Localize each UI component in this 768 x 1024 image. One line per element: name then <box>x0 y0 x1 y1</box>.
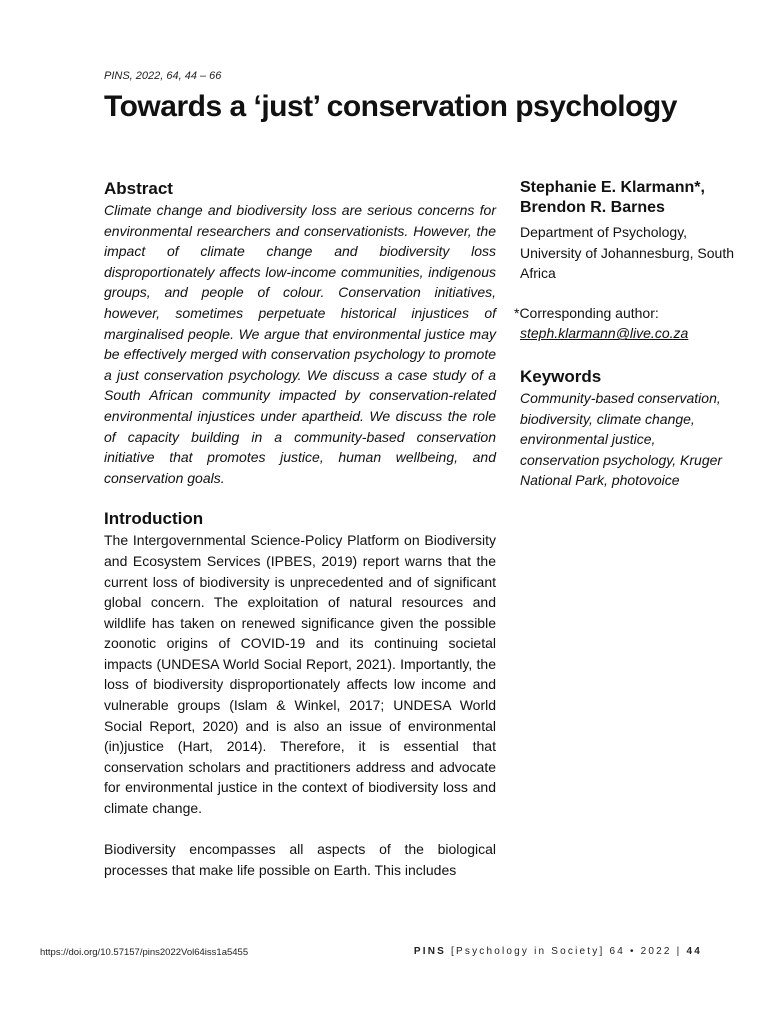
corresponding-email-link[interactable]: steph.klarmann@live.co.za <box>520 325 689 342</box>
corresponding-author <box>514 303 735 344</box>
journal-name: PINS <box>413 946 447 957</box>
abstract-heading: Abstract <box>104 179 173 198</box>
corresponding-label: *Corresponding author: <box>514 304 659 321</box>
footer-separator: | <box>676 946 682 957</box>
abstract-text: Climate change and biodiversity loss are serious concerns for environmental researchers and conservationists. However, the impact of climate change and biodiversity loss disproportionately affects low-income communities, indigenous groups, and people of colour. Conservation initiatives, however, sometimes perpetuate historical injustices of marginalised people. We argue that environmental justice may be effectively merged with conservation psychology to promote a just conservation psychology. We discuss a case study of a South African community impacted by conservation-related environmental injustices under apartheid. We discuss the role of capacity building in a community-based conservation initiative that promotes justice, human wellbeing, and conservation goals. <box>104 202 496 486</box>
footer-bullet: • <box>629 946 636 957</box>
keywords-list: Community-based conservation, biodiversity, climate change, environmental justice, conservation psychology, Kruger National Park, photovoice <box>520 389 723 489</box>
article-title: Towards a ‘just’ conservation psychology <box>104 90 677 123</box>
intro-paragraph-2: Biodiversity encompasses all aspects of the biological processes that make life possible on Earth. This includes <box>104 841 496 878</box>
citation-line: PINS, 2022, 64, 44 – 66 <box>104 70 222 82</box>
author-affiliation: Department of Psychology, University of Johannesburg, South Africa <box>520 224 735 282</box>
journal-volume: 64 <box>609 946 625 957</box>
main-column <box>104 178 496 880</box>
journal-footer <box>414 946 702 957</box>
page-number: 44 <box>686 946 702 957</box>
author-names: Stephanie E. Klarmann*, Brendon R. Barnes <box>520 179 705 216</box>
doi-link[interactable]: https://doi.org/10.57157/pins2022Vol64iss1a5455 <box>40 947 249 958</box>
introduction-heading: Introduction <box>104 509 204 529</box>
keywords-heading: Keywords <box>520 366 602 386</box>
intro-paragraph-1: The Intergovernmental Science-Policy Platform on Biodiversity and Ecosystem Services (IPBES, 2019) report warns that the current loss of biodiversity is unprecedented and of significant global concern. The exploitation of natural resources and wildlife has taken on renewed significance given the possible zoonotic origins of COVID-19 and its continuing societal impacts (UNDESA World Social Report, 2021). Importantly, the loss of biodiversity disproportionately affects low income and vulnerable groups (Islam & Winkel, 2017; UNDESA World Social Report, 2020) and is also an issue of environmental (in)justice (Hart, 2014). Therefore, it is essential that conservation scholars and practitioners address and advocate for environmental justice in the context of biodiversity loss and climate change. <box>104 532 496 817</box>
journal-year: 2022 <box>640 946 672 957</box>
journal-full-name: [Psychology in Society] <box>451 946 605 957</box>
sidebar-column <box>514 178 735 491</box>
